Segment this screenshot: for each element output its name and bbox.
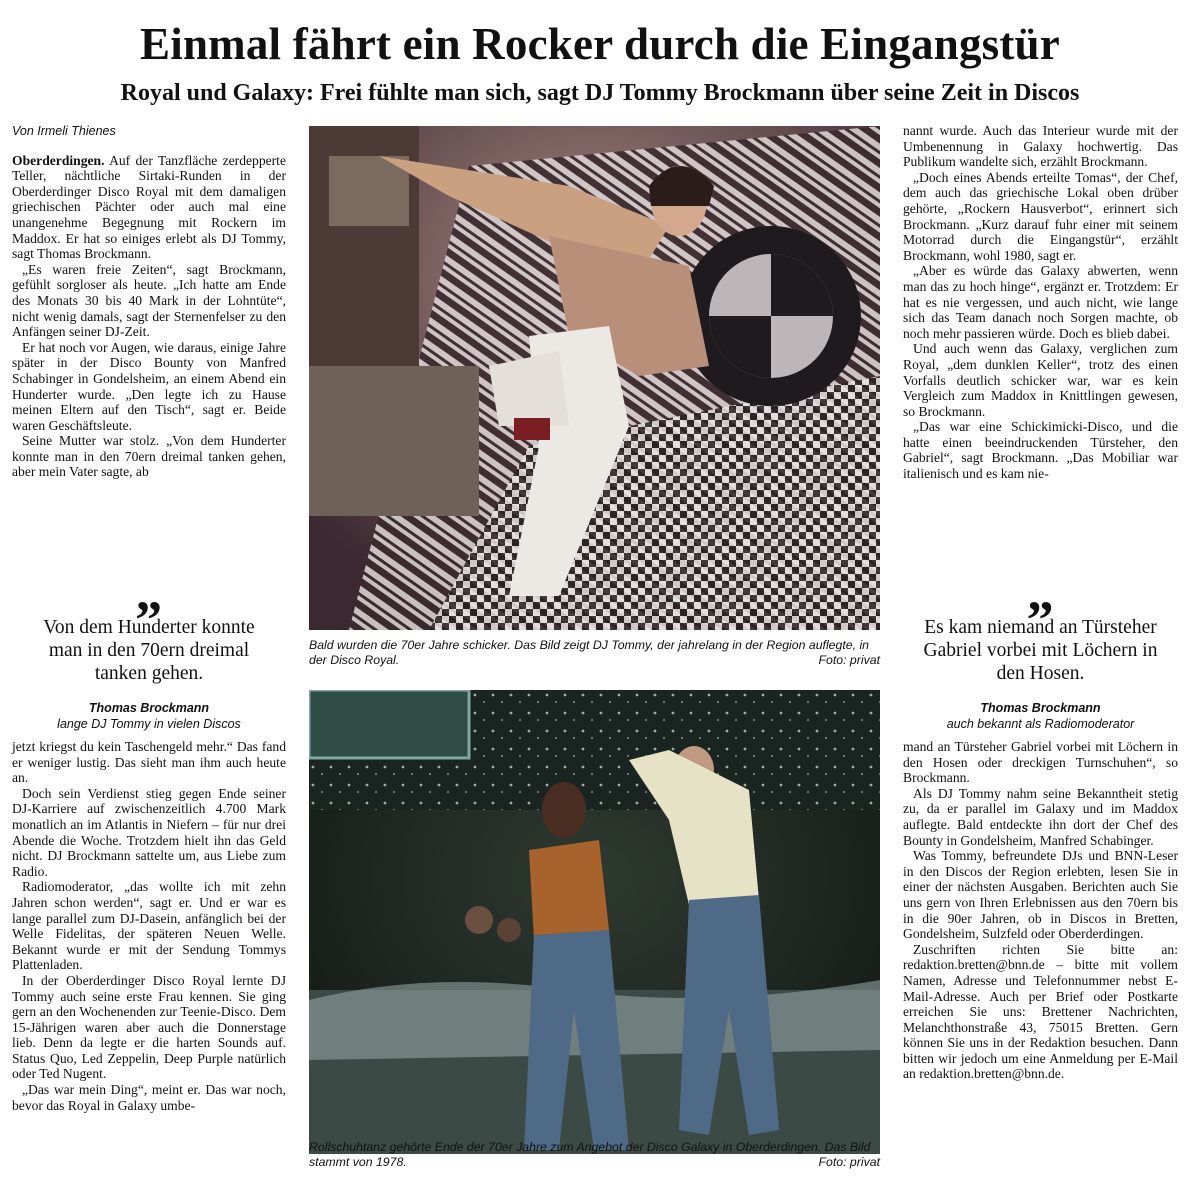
quote-role: auch bekannt als Radiomoderator: [946, 717, 1135, 731]
photo-roller-dance-image: [309, 690, 880, 1154]
paragraph: „Es waren freie Zeiten“, sagt Brockmann, gefühlt sorgloser als heute. „Ich hatte am Ende des Monats 30 bis 40 Mark in der Lohntüte“, nicht wenig damals, sagt der Sternenfelser zu den Anfängen seiner DJ-Zeit.: [12, 261, 286, 340]
quote-text: Es kam niemand an Türsteher Gabriel vorbei mit Löchern in den Hosen.: [923, 617, 1158, 684]
paragraph: Seine Mutter war stolz. „Von dem Hunderter konnte man in den 70ern dreimal tanken gehen, aber mein Vater sagte, ab: [12, 433, 286, 480]
photo-dj-tommy-image: [309, 126, 880, 630]
paragraph: nannt wurde. Auch das Interieur wurde mit der Umbenennung in Galaxy hochwertig. Das Publikum wandelte sich, erzählt Brockmann.: [903, 123, 1178, 170]
paragraph: jetzt kriegst du kein Taschengeld mehr.“ Das fand er weniger lustig. Das sieht man ihm auch heute an.: [12, 739, 286, 786]
photo-top-caption: [309, 638, 880, 668]
paragraph: „Das war mein Ding“, meint er. Das war noch, bevor das Royal in Galaxy umbe-: [12, 1082, 286, 1113]
left-column-bottom: [12, 739, 286, 1113]
right-column-top: [903, 123, 1178, 482]
pull-quote-left: [12, 562, 286, 731]
quote-text: Von dem Hunderter konnte man in den 70ern dreimal tanken gehen.: [43, 617, 255, 684]
pull-quote-right: [903, 562, 1178, 731]
photo-roller-dance: [309, 690, 880, 1154]
paragraph: mand an Türsteher Gabriel vorbei mit Löchern in den Hosen oder dreckigen Turnschuhen“, so Brockmann.: [903, 739, 1178, 786]
right-column-bottom: [903, 739, 1178, 1082]
paragraph: Als DJ Tommy nahm seine Bekanntheit stetig zu, da er parallel im Galaxy und im Maddox auflegte. Bald entdeckte ihn dort der Chef des Bounty in Gondelsheim, Manfred Schabinger.: [903, 785, 1178, 848]
paragraph-text: Auf der Tanzfläche zerdepperte Teller, nächtliche Sirtaki-Runden in der Oberderdinger Disco Royal mit dem damaligen griechischen Pächter oder auch mal eine unangenehme Begegnung mit Rockern im Maddox. Er hat so einiges erlebt als DJ Tommy, sagt Thomas Brockmann.: [12, 152, 286, 262]
photo-bottom-caption: [309, 1140, 880, 1170]
left-column-top: [12, 124, 286, 480]
paragraph: Zuschriften richten Sie bitte an: redaktion.bretten@bnn.de – bitte mit vollem Namen, Adresse und Telefonnummer nebst E-Mail-Adresse. Auch per Brief oder Postkarte erreichen Sie uns: Brettener Nachrichten, Melanchthonstraße 43, 75015 Bretten. Gern können Sie uns in der Redaktion besuchen. Dann bitten wir jedoch um eine Anmeldung per E-Mail an redaktion.bretten@bnn.de.: [903, 941, 1178, 1082]
photo-credit: Foto: privat: [818, 653, 880, 667]
paragraph: „Doch eines Abends erteilte Tomas“, der Chef, dem auch das griechische Lokal oben drüber gehörte, „Rockern Hausverbot“, erinnert sich Brockmann. „Kurz darauf fuhr einer mit seinem Motorrad durch die Eingangstür“, erzählt Brockmann, wohl 1980, sagt er.: [903, 169, 1178, 263]
quote-mark-icon: „: [1027, 562, 1054, 622]
paragraph: Was Tommy, befreundete DJs und BNN-Leser in den Discos der Region erlebten, lesen Sie in einer der nächsten Ausgaben. Berichten auch Sie uns gern von Ihren Erlebnissen aus den 70ern bis in die 90er Jahren, ob in Discos in Bretten, Gondelsheim, Sulzfeld oder Oberderdingen.: [903, 848, 1178, 942]
caption-text: Bald wurden die 70er Jahre schicker. Das Bild zeigt DJ Tommy, der jahrelang in der Region auflegte, in der Disco Royal.: [309, 638, 870, 667]
paragraph: Und auch wenn das Galaxy, verglichen zum Royal, „dem dunklen Keller“, trotz des einen Vorfalls deutlich schicker war, war es kein Vergleich zum Maddox in Knittlingen gewesen, so Brockmann.: [903, 341, 1178, 419]
paragraph: Radiomoderator, „das wollte ich mit zehn Jahren schon werden“, sagt er. Und er war es lange parallel zum DJ-Dasein, anfänglich bei der Welle Fidelitas, der späteren Neuen Welle. Bekannt wurde er mit der Sendung Tommys Plattenladen.: [12, 879, 286, 973]
caption-text: Rollschuhtanz gehörte Ende der 70er Jahre zum Angebot der Disco Galaxy in Oberderdingen. Das Bild stammt von 1978.: [309, 1140, 871, 1169]
headline: Einmal fährt ein Rocker durch die Eingangstür: [140, 19, 1060, 69]
paragraph: In der Oberderdinger Disco Royal lernte DJ Tommy auch seine erste Frau kennen. Sie ging gern an den Wochenenden zur Teenie-Disco. Dem 15-Jährigen waren aber auch die Donnerstage lieb. Denn da legte er die harten Sounds auf. Status Quo, Led Zeppelin, Deep Purple natürlich oder Ted Nugent.: [12, 972, 286, 1082]
dateline: Oberderdingen.: [12, 152, 105, 168]
quote-mark-icon: „: [135, 562, 163, 622]
paragraph: Er hat noch vor Augen, wie daraus, einige Jahre später in der Disco Bounty von Manfred Schabinger in Gondelsheim, an einem Abend ein Hunderter wurde. „Den legte ich zu Hause meinen Eltern auf den Tisch“, sagt er. Beide waren Geschäftsleute.: [12, 339, 286, 433]
quote-author: Thomas Brockmann: [980, 701, 1101, 715]
paragraph: „Das war eine Schickimicki-Disco, und die hatte einen beeindruckenden Türsteher, den Gabriel“, sagt Brockmann. „Das Mobiliar war italienisch und es kam nie-: [903, 419, 1178, 482]
quote-author: Thomas Brockmann: [88, 701, 210, 715]
subheadline: Royal und Galaxy: Frei fühlte man sich, sagt DJ Tommy Brockmann über seine Zeit in Discos: [120, 80, 1080, 106]
photo-credit: Foto: privat: [818, 1155, 880, 1169]
paragraph: [12, 153, 286, 262]
byline: Von Irmeli Thienes: [12, 124, 116, 138]
photo-dj-tommy: [309, 126, 880, 630]
quote-role: lange DJ Tommy in vielen Discos: [57, 717, 241, 731]
paragraph: „Aber es würde das Galaxy abwerten, wenn man das zu hoch hinge“, ergänzt er. Trotzdem: Er hat es nie vergessen, und auch nicht, wie lange sich das Team danach noch Sorgen machte, ob noch mehr passieren würde. Doch es blieb dabei.: [903, 263, 1178, 341]
paragraph: Doch sein Verdienst stieg gegen Ende seiner DJ-Karriere auf zwischenzeitlich 4.700 Mark monatlich an im Atlantis in Niefern – für nur drei Abende die Woche. Trotzdem hielt ihn das Geld nicht. DJ Brockmann sattelte um, aus Liebe zum Radio.: [12, 785, 286, 879]
